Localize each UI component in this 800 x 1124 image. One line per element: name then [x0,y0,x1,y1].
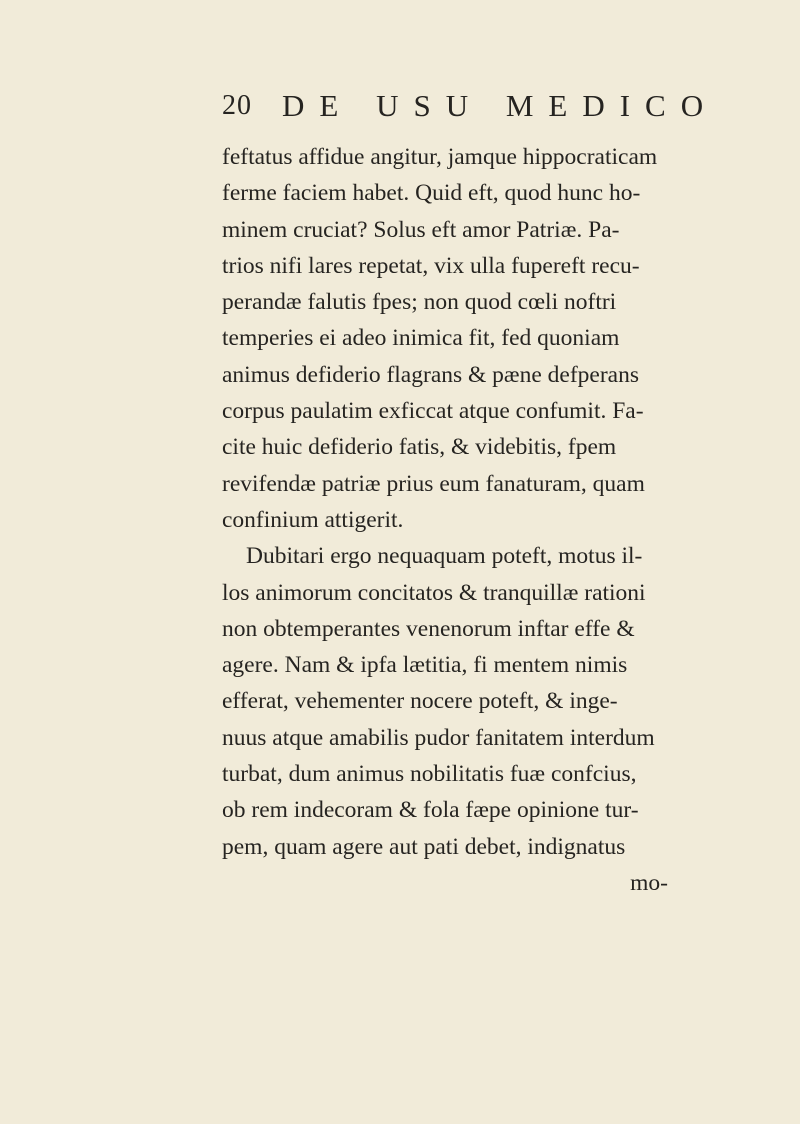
text-line [222,683,668,719]
line-text: feftatus affidue angitur, jamque hippocraticam [222,144,658,170]
line-text: ferme faciem habet. Quid eft, quod hunc ho- [222,180,641,207]
text-line [222,357,668,393]
running-title: DE USU MEDICO [282,88,719,123]
line-text: pem, quam agere aut pati debet, indignatus [222,833,626,860]
text-line [222,139,668,175]
line-text: confinium attigerit. [222,506,404,533]
text-line [222,502,668,538]
body-text [222,139,668,901]
line-text: perandæ falutis fpes; non quod cœli noftri [222,289,617,316]
line-text: trios nifi lares repetat, vix ulla fupereft recu- [222,252,640,279]
text-line [222,756,668,792]
catchword-line [222,865,668,901]
line-text: revifendæ patriæ prius eum fanaturam, quam [222,470,645,497]
line-text: corpus paulatim exficcat atque confumit. Fa- [222,398,644,425]
text-line [222,248,668,284]
line-text: los animorum concitatos & tranquillæ rationi [222,579,646,606]
line-text: nuus atque amabilis pudor fanitatem interdum [222,724,655,751]
line-text: ob rem indecoram & fola fæpe opinione tur- [222,797,639,824]
text-line [222,611,668,647]
line-text: agere. Nam & ipfa lætitia, fi mentem nimis [222,652,628,679]
line-text: temperies ei adeo inimica fit, fed quoniam [222,325,620,352]
text-line [222,466,668,502]
text-line [222,720,668,756]
line-text: minem cruciat? Solus eft amor Patriæ. Pa- [222,216,620,243]
line-text: non obtemperantes venenorum inftar effe & [222,615,635,642]
line-text: animus defiderio flagrans & pæne defperans [222,361,639,388]
text-line [222,575,668,611]
text-line [222,538,668,574]
text-line [222,792,668,828]
line-text: turbat, dum animus nobilitatis fuæ confcius, [222,761,637,788]
text-line [222,647,668,683]
line-text: Dubitari ergo nequaquam poteft, motus il- [246,543,643,570]
text-line [222,829,668,865]
catchword: mo- [630,869,668,896]
text-line [222,429,668,465]
text-line [222,175,668,211]
running-head [222,88,719,128]
text-line [222,320,668,356]
line-text: cite huic defiderio fatis, & videbitis, fpem [222,434,617,461]
text-line [222,393,668,429]
line-text: efferat, vehementer nocere poteft, & inge- [222,688,618,715]
page-number: 20 [222,90,252,121]
text-line [222,284,668,320]
text-line [222,212,668,248]
